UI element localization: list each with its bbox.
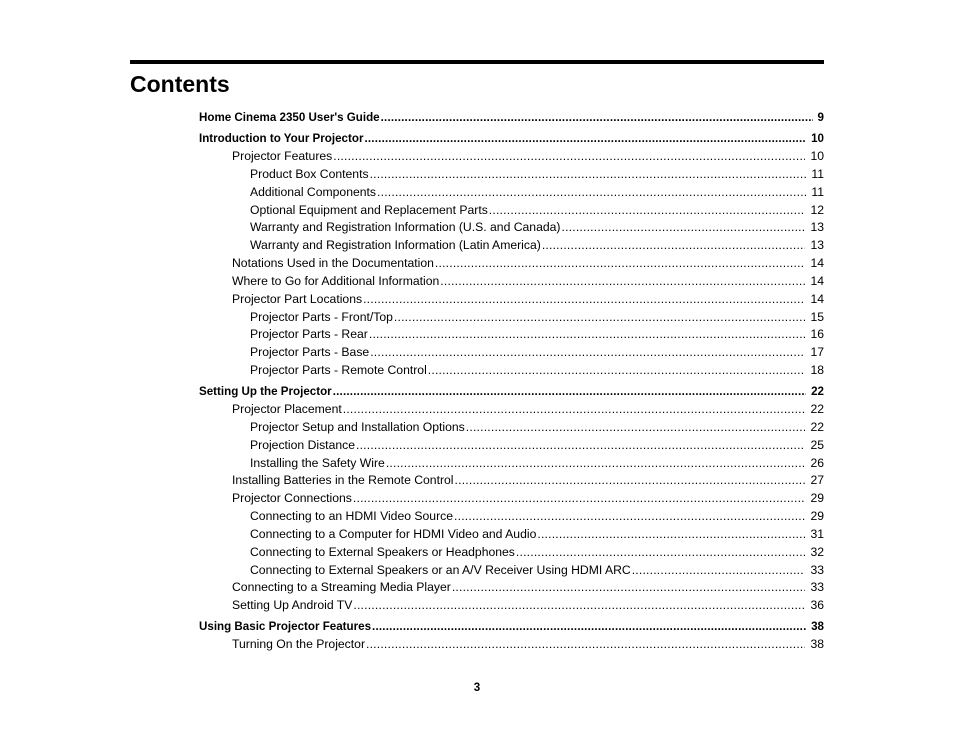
dot-leader (381, 110, 813, 125)
toc-entry-title: Projector Parts - Remote Control (250, 363, 427, 377)
dot-leader (428, 363, 806, 378)
dot-leader (537, 527, 805, 542)
toc-entry-page-number: 22 (810, 402, 824, 416)
toc-entry[interactable] (232, 473, 824, 488)
dot-leader (542, 238, 806, 253)
toc-entry-page-number: 27 (810, 473, 824, 487)
toc-entry-title: Connecting to a Computer for HDMI Video and Audio (250, 527, 537, 541)
toc-entry-title: Projector Features (232, 149, 333, 163)
dot-leader (370, 167, 807, 182)
toc-entry-title: Warranty and Registration Information (Latin America) (250, 238, 541, 252)
toc-entry-page-number: 15 (810, 310, 824, 324)
toc-entry-page-number: 10 (810, 149, 824, 163)
toc-entry-title: Projector Connections (232, 491, 352, 505)
toc-entry-title: Installing Batteries in the Remote Control (232, 473, 454, 487)
toc-entry[interactable] (250, 420, 824, 435)
dot-leader (377, 185, 806, 200)
toc-entry[interactable] (250, 203, 824, 218)
toc-entry-page-number: 10 (811, 132, 824, 145)
dot-leader (466, 420, 806, 435)
page-number: 3 (473, 681, 481, 694)
toc-entry[interactable] (232, 256, 824, 271)
dot-leader (364, 131, 806, 146)
dot-leader (561, 220, 805, 235)
toc-entry[interactable] (250, 167, 824, 182)
header-rule (130, 60, 824, 64)
toc-entry-title: Connecting to External Speakers or Headphones (250, 545, 515, 559)
toc-entry-page-number: 29 (810, 491, 824, 505)
toc-entry[interactable] (250, 345, 824, 360)
toc-entry-title: Optional Equipment and Replacement Parts (250, 203, 488, 217)
toc-entry-title: Projector Part Locations (232, 292, 363, 306)
dot-leader (333, 149, 805, 164)
toc-entry[interactable] (250, 327, 824, 342)
toc-entry-title: Home Cinema 2350 User's Guide (199, 111, 380, 124)
toc-entry-title: Setting Up the Projector (199, 385, 332, 398)
dot-leader (632, 563, 806, 578)
toc-entry-title: Warranty and Registration Information (U.S. and Canada) (250, 220, 561, 234)
toc-entry[interactable] (232, 274, 824, 289)
dot-leader (440, 274, 805, 289)
toc-entry-page-number: 17 (810, 345, 824, 359)
toc-entry-page-number: 33 (810, 563, 824, 577)
toc-entry-title: Where to Go for Additional Information (232, 274, 440, 288)
toc-entry[interactable] (232, 292, 824, 307)
toc-entry-title: Product Box Contents (250, 167, 369, 181)
toc-entry-page-number: 26 (810, 456, 824, 470)
dot-leader (394, 310, 806, 325)
toc-entry[interactable] (232, 637, 824, 652)
toc-entry-page-number: 14 (810, 292, 824, 306)
toc-entry[interactable] (250, 238, 824, 253)
dot-leader (363, 292, 805, 307)
toc-entry-page-number: 36 (810, 598, 824, 612)
toc-entry-page-number: 14 (810, 274, 824, 288)
toc-entry[interactable] (250, 527, 824, 542)
toc-entry[interactable] (232, 598, 824, 613)
dot-leader (333, 384, 806, 399)
toc-entry-page-number: 12 (810, 203, 824, 217)
toc-entry-title: Projector Placement (232, 402, 342, 416)
dot-leader (386, 456, 806, 471)
toc-entry-page-number: 11 (811, 185, 824, 199)
toc-entry-title: Connecting to a Streaming Media Player (232, 580, 451, 594)
toc-entry-title: Projection Distance (250, 438, 355, 452)
toc-entry[interactable] (232, 149, 824, 164)
toc-entry-title: Using Basic Projector Features (199, 620, 372, 633)
toc-entry-page-number: 38 (811, 620, 824, 633)
toc-entry-page-number: 29 (810, 509, 824, 523)
toc-entry[interactable] (250, 563, 824, 578)
toc-entry[interactable] (250, 310, 824, 325)
toc-entry-page-number: 32 (810, 545, 824, 559)
dot-leader (356, 438, 805, 453)
toc-entry-page-number: 9 (817, 111, 824, 124)
dot-leader (455, 473, 806, 488)
toc-entry-title: Turning On the Projector (232, 637, 365, 651)
toc-entry-page-number: 31 (810, 527, 824, 541)
toc-entry-page-number: 33 (810, 580, 824, 594)
page-title: Contents (130, 71, 230, 97)
toc-entry[interactable] (250, 456, 824, 471)
toc-entry-page-number: 13 (810, 238, 824, 252)
dot-leader (372, 619, 806, 634)
toc-entry[interactable] (250, 220, 824, 235)
toc-entry-page-number: 14 (810, 256, 824, 270)
dot-leader (435, 256, 806, 271)
toc-entry[interactable] (250, 363, 824, 378)
dot-leader (489, 203, 806, 218)
dot-leader (343, 402, 806, 417)
toc-entry[interactable] (199, 110, 824, 125)
toc-entry-title: Connecting to External Speakers or an A/V Receiver Using HDMI ARC (250, 563, 631, 577)
toc-entry-title: Setting Up Android TV (232, 598, 353, 612)
toc-entry-page-number: 13 (810, 220, 824, 234)
toc-entry-title: Introduction to Your Projector (199, 132, 364, 145)
toc-entry[interactable] (232, 491, 824, 506)
toc-entry-page-number: 16 (810, 327, 824, 341)
toc-entry-title: Installing the Safety Wire (250, 456, 385, 470)
toc-entry[interactable] (232, 580, 824, 595)
toc-entry[interactable] (199, 619, 824, 634)
toc-entry-title: Projector Setup and Installation Options (250, 420, 465, 434)
toc-entry[interactable] (250, 509, 824, 524)
toc-entry-page-number: 22 (811, 385, 824, 398)
dot-leader (452, 580, 806, 595)
dot-leader (369, 327, 806, 342)
dot-leader (353, 598, 805, 613)
toc-entry-title: Notations Used in the Documentation (232, 256, 434, 270)
toc-entry-page-number: 25 (810, 438, 824, 452)
toc-entry-title: Projector Parts - Rear (250, 327, 368, 341)
toc-entry[interactable] (250, 545, 824, 560)
toc-entry-page-number: 11 (811, 167, 824, 181)
toc-entry-title: Projector Parts - Front/Top (250, 310, 393, 324)
toc-entry[interactable] (250, 438, 824, 453)
toc-entry[interactable] (232, 402, 824, 417)
dot-leader (454, 509, 805, 524)
toc-entry-title: Projector Parts - Base (250, 345, 370, 359)
toc-entry[interactable] (199, 131, 824, 146)
toc-entry-title: Additional Components (250, 185, 377, 199)
dot-leader (353, 491, 806, 506)
dot-leader (366, 637, 805, 652)
toc-entry[interactable] (199, 384, 824, 399)
toc-entry-page-number: 22 (810, 420, 824, 434)
dot-leader (370, 345, 805, 360)
toc-entry[interactable] (250, 185, 824, 200)
toc-entry-page-number: 38 (810, 637, 824, 651)
dot-leader (516, 545, 806, 560)
toc-entry-title: Connecting to an HDMI Video Source (250, 509, 454, 523)
toc-entry-page-number: 18 (810, 363, 824, 377)
